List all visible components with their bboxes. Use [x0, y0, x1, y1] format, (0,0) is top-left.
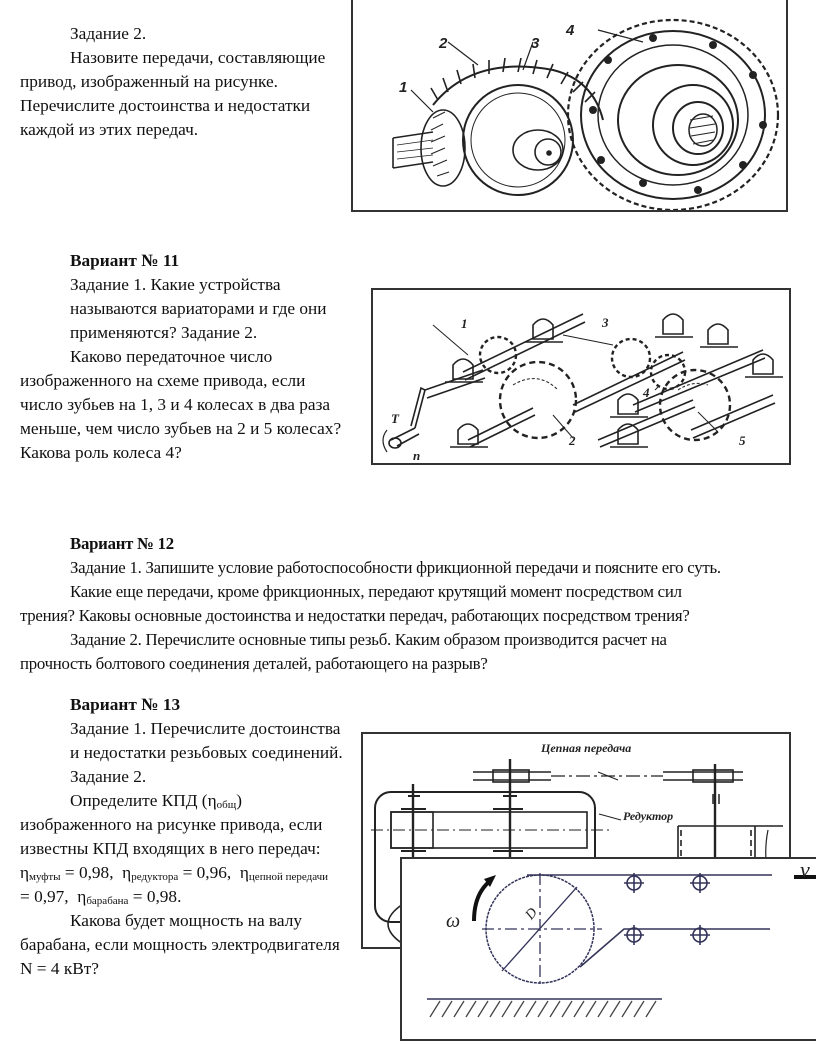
eta-total-subscript: общ — [216, 799, 237, 811]
task2-line-4: каждой из этих передач. — [20, 120, 199, 139]
variant-12-line-4: Задание 2. Перечислите основные типы резьб. Каким образом производится расчет на — [70, 630, 667, 649]
angular-velocity-label: ω — [446, 910, 461, 932]
torque-label: T — [391, 411, 399, 426]
variant-13-heading: Вариант № 13 — [70, 695, 181, 714]
power-line-2: барабана, если мощность электродвигателя — [20, 935, 340, 954]
velocity-label: v — [800, 857, 810, 882]
gear-drive-illustration — [353, 0, 788, 212]
gear-label-1: 1 — [399, 79, 408, 96]
power-line-3: N = 4 кВт? — [20, 959, 99, 978]
variant-12-heading: Вариант № 12 — [70, 534, 174, 553]
eta-symbol: η — [239, 863, 249, 882]
wheel-label-5: 5 — [739, 433, 746, 448]
eta-chain-value: = 0,97, — [20, 887, 78, 906]
gear-train-scheme-illustration — [373, 290, 791, 465]
wheel-label-2: 2 — [569, 433, 576, 448]
variant-12-line-3: трения? Каковы основные достоинства и недостатки передач, работающих посредством трения? — [20, 606, 690, 625]
close-paren: ) — [236, 791, 242, 810]
wheel-label-4: 4 — [643, 385, 650, 400]
variant-12-line-2: Какие еще передачи, кроме фрикционных, передают крутящий момент посредством сил — [70, 582, 682, 601]
variant-13-line-5: изображенного на рисунке привода, если — [20, 815, 323, 834]
reducer-label: Редуктор — [623, 809, 674, 823]
gear-label-4: 4 — [566, 22, 575, 39]
drum-illustration — [402, 859, 816, 1041]
eta-coupling-value: = 0,98, — [60, 863, 123, 882]
kpd-text: Определите КПД ( — [70, 791, 208, 810]
wheel-label-3: 3 — [602, 315, 609, 330]
variant-11-line-4: Каково передаточное число — [70, 347, 273, 366]
eta-reducer-value: = 0,96, — [178, 863, 240, 882]
chain-drive-label: Цепная передача — [541, 741, 632, 755]
speed-label: n — [413, 448, 421, 463]
task2-line-3: Перечислите достоинства и недостатки — [20, 96, 311, 115]
power-line-1: Какова будет мощность на валу — [70, 911, 302, 930]
gear-drive-figure — [351, 0, 788, 212]
variant-11-line-7: меньше, чем число зубьев на 2 и 5 колесах? — [20, 419, 342, 438]
eta-symbol: η — [122, 863, 132, 882]
variant-11-line-3: применяются? Задание 2. — [70, 323, 258, 342]
variant-13-line-1: Задание 1. Перечислите достоинства — [70, 719, 341, 738]
eta-symbol: η — [20, 863, 30, 882]
variant-12-line-5: прочность болтового соединения деталей, работающего на разрыв? — [20, 654, 488, 673]
eta-coupling-sub: муфты — [29, 871, 61, 883]
task2-line-1: Назовите передачи, составляющие — [70, 48, 326, 67]
eta-drum-value: = 0,98. — [128, 887, 182, 906]
eta-drum-sub: барабана — [86, 895, 129, 907]
variant-12-line-1: Задание 1. Запишите условие работоспособности фрикционной передачи и поясните его суть. — [70, 558, 721, 577]
variant-13-line-6: известны КПД входящих в него передач: — [20, 839, 321, 858]
eta-reducer-sub: редуктора — [131, 871, 179, 883]
wheel-label-1: 1 — [461, 316, 468, 331]
task2-line-2: привод, изображенный на рисунке. — [20, 72, 278, 91]
gear-train-figure — [371, 288, 791, 465]
variant-11-line-2: называются вариаторами и где они — [70, 299, 327, 318]
variant-11-line-1: Задание 1. Какие устройства — [70, 275, 281, 294]
variant-11-line-5: изображенного на схеме привода, если — [20, 371, 306, 390]
gear-label-3: 3 — [531, 35, 540, 52]
diameter-label: D — [522, 905, 541, 923]
eta-symbol: η — [77, 887, 87, 906]
variant-11-heading: Вариант № 11 — [70, 251, 180, 270]
eta-symbol: η — [207, 791, 217, 810]
variant-11-line-8: Какова роль колеса 4? — [20, 443, 182, 462]
eta-chain-sub: цепной передачи — [248, 871, 329, 883]
variant-13-line-2: и недостатки резьбовых соединений. — [70, 743, 343, 762]
gear-label-2: 2 — [439, 35, 448, 52]
variant-11-line-6: число зубьев на 1, 3 и 4 колесах в два раза — [20, 395, 331, 414]
drum-figure — [400, 857, 816, 1041]
variant-13-line-3: Задание 2. — [70, 767, 147, 786]
task2-title: Задание 2. — [70, 24, 147, 43]
